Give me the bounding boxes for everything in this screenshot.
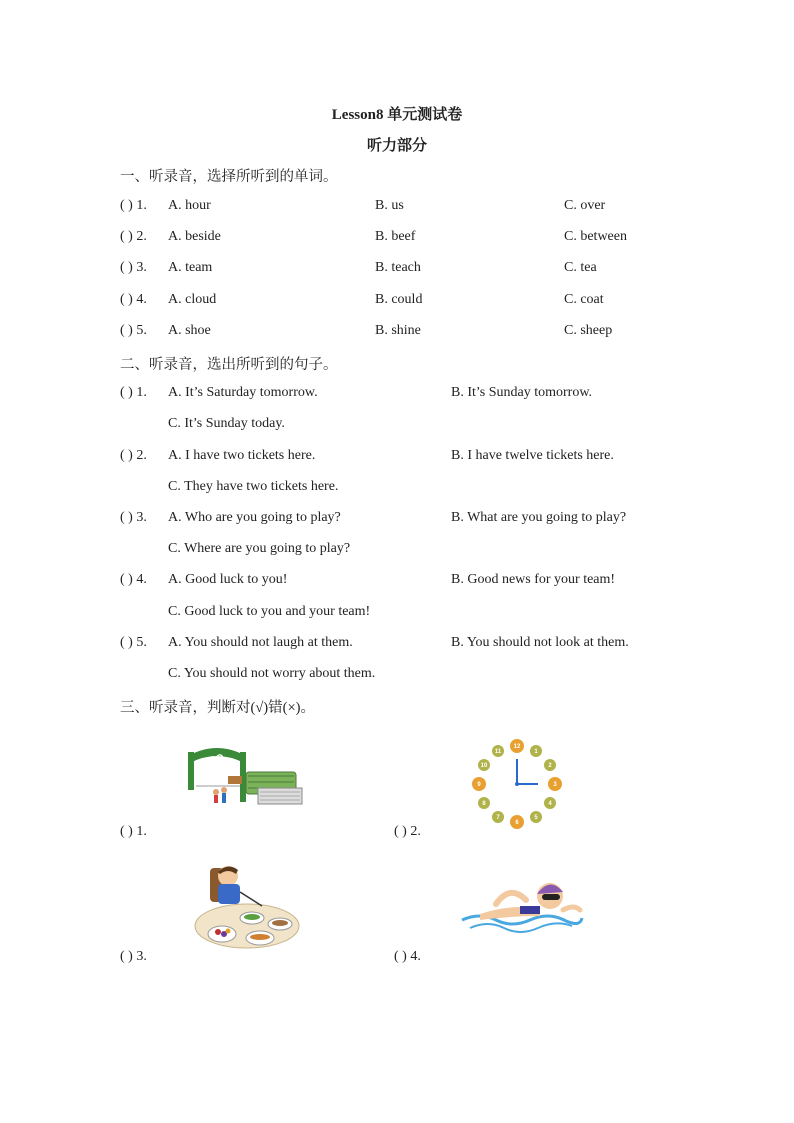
svg-text:1: 1	[534, 749, 538, 755]
s1-q4-num: ( ) 4.	[120, 292, 147, 307]
s1-q2-option-c: C. between	[564, 229, 627, 244]
s2-q5-option-b: B. You should not look at them.	[451, 635, 629, 650]
s2-q3-num: ( ) 3.	[120, 510, 147, 525]
svg-text:10: 10	[480, 763, 488, 769]
svg-text:6: 6	[515, 820, 519, 826]
s2-q5-option-a: A. You should not laugh at them.	[168, 635, 353, 650]
zoo-sign-text: ZOO	[201, 752, 226, 769]
s2-q5-option-c: C. You should not worry about them.	[168, 666, 376, 681]
s1-q2-option-a: A. beside	[168, 229, 221, 244]
svg-text:4: 4	[548, 801, 552, 807]
section2-heading: 二、听录音，选出所听到的句子。	[120, 357, 338, 373]
s2-q1-option-c: C. It’s Sunday today.	[168, 416, 285, 431]
s1-q4-option-b: B. could	[375, 292, 423, 307]
swimmer-picture	[460, 874, 584, 938]
s1-q2-num: ( ) 2.	[120, 229, 147, 244]
s1-q4-option-c: C. coat	[564, 292, 604, 307]
s1-q5-option-c: C. sheep	[564, 323, 613, 338]
s1-q3-num: ( ) 3.	[120, 260, 147, 275]
svg-text:5: 5	[534, 815, 538, 821]
s1-q3-option-b: B. teach	[375, 260, 421, 275]
svg-text:7: 7	[496, 815, 500, 821]
s2-q1-option-a: A. It’s Saturday tomorrow.	[168, 385, 318, 400]
s3-q2-num: ( ) 2.	[394, 824, 421, 839]
s1-q1-option-a: A. hour	[168, 198, 211, 213]
svg-text:11: 11	[494, 749, 502, 755]
s2-q2-option-a: A. I have two tickets here.	[168, 448, 316, 463]
s1-q3-option-a: A. team	[168, 260, 213, 275]
section1-heading: 一、听录音，选择所听到的单词。	[120, 169, 338, 185]
s2-q2-option-b: B. I have twelve tickets here.	[451, 448, 614, 463]
s1-q3-option-c: C. tea	[564, 260, 597, 275]
svg-text:8: 8	[482, 801, 486, 807]
s1-q1-option-b: B. us	[375, 198, 404, 213]
s2-q4-option-c: C. Good luck to you and your team!	[168, 604, 371, 619]
s2-q2-num: ( ) 2.	[120, 448, 147, 463]
svg-text:12: 12	[513, 744, 521, 750]
s1-q5-num: ( ) 5.	[120, 323, 147, 338]
s2-q4-option-b: B. Good news for your team!	[451, 572, 616, 587]
s1-q1-option-c: C. over	[564, 198, 606, 213]
s1-q5-option-b: B. shine	[375, 323, 421, 338]
s1-q1-num: ( ) 1.	[120, 198, 147, 213]
s2-q3-option-a: A. Who are you going to play?	[168, 510, 341, 525]
s3-q1-num: ( ) 1.	[120, 824, 147, 839]
s1-q5-option-a: A. shoe	[168, 323, 211, 338]
s2-q4-option-a: A. Good luck to you!	[168, 572, 288, 587]
zoo-picture	[188, 746, 304, 810]
s2-q1-option-b: B. It’s Sunday tomorrow.	[451, 385, 593, 400]
s2-q3-option-c: C. Where are you going to play?	[168, 541, 351, 556]
page-subtitle: 听力部分	[366, 138, 427, 154]
s1-q4-option-a: A. cloud	[168, 292, 217, 307]
s2-q2-option-c: C. They have two tickets here.	[168, 479, 339, 494]
s3-q4-num: ( ) 4.	[394, 949, 421, 964]
section3-heading: 三、听录音，判断对(√)错(×)。	[120, 700, 315, 716]
svg-text:2: 2	[548, 763, 552, 769]
boy-eating-picture	[192, 862, 302, 952]
s2-q3-option-b: B. What are you going to play?	[451, 510, 627, 525]
svg-text:9: 9	[477, 782, 481, 788]
s1-q2-option-b: B. beef	[375, 229, 416, 244]
s2-q5-num: ( ) 5.	[120, 635, 147, 650]
s2-q1-num: ( ) 1.	[120, 385, 147, 400]
clock-picture	[472, 739, 562, 829]
s2-q4-num: ( ) 4.	[120, 572, 147, 587]
svg-text:3: 3	[553, 782, 557, 788]
s3-q3-num: ( ) 3.	[120, 949, 147, 964]
page-title: Lesson8 单元测试卷	[331, 107, 463, 123]
